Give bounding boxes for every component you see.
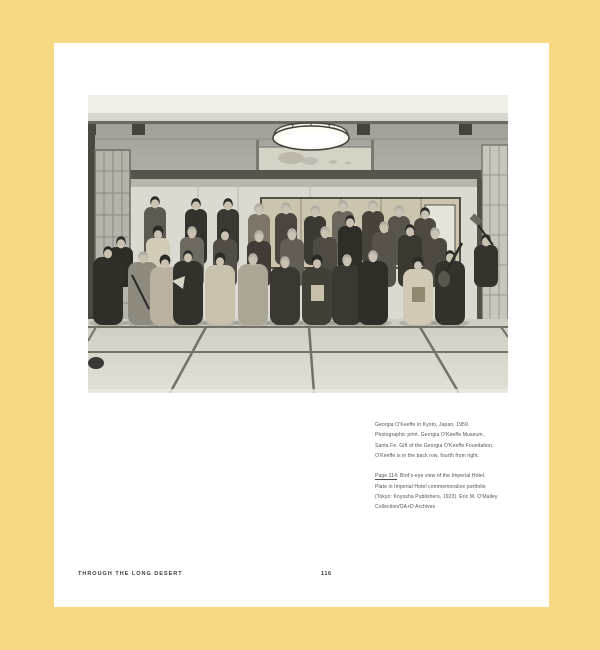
caption-line bbox=[375, 471, 505, 481]
photograph-art bbox=[88, 95, 508, 393]
caption-line: (Tokyo: Koyosha Publishers, 1923). Eric M. O’Malley bbox=[375, 494, 498, 501]
caption-line-rest: : Bird’s-eye view of the Imperial Hotel. bbox=[397, 473, 486, 480]
caption-line: O’Keeffe is in the back row, fourth from right. bbox=[375, 452, 480, 459]
caption-line: Collection/OA+D Archives bbox=[375, 504, 436, 511]
group-photograph bbox=[88, 95, 508, 393]
book-page bbox=[54, 43, 549, 607]
caption-line: Santa Fe. Gift of the Georgia O’Keeffe Foundation. bbox=[375, 442, 494, 449]
caption-line: Photographic print. Georgia O’Keeffe Museum, bbox=[375, 432, 485, 439]
caption-paragraph-2 bbox=[375, 471, 505, 512]
caption-line: Plate in Imperial Hotel commemorative portfolio bbox=[375, 483, 486, 490]
footer-book-title: THROUGH THE LONG DESERT bbox=[78, 571, 183, 577]
page-114-reference: Page 114 bbox=[375, 473, 397, 480]
caption-paragraph-1 bbox=[375, 420, 505, 461]
page-number: 116 bbox=[321, 571, 332, 577]
photo-caption bbox=[375, 420, 505, 513]
caption-line: Georgia O’Keeffe in Kyoto, Japan, 1959. bbox=[375, 422, 470, 428]
